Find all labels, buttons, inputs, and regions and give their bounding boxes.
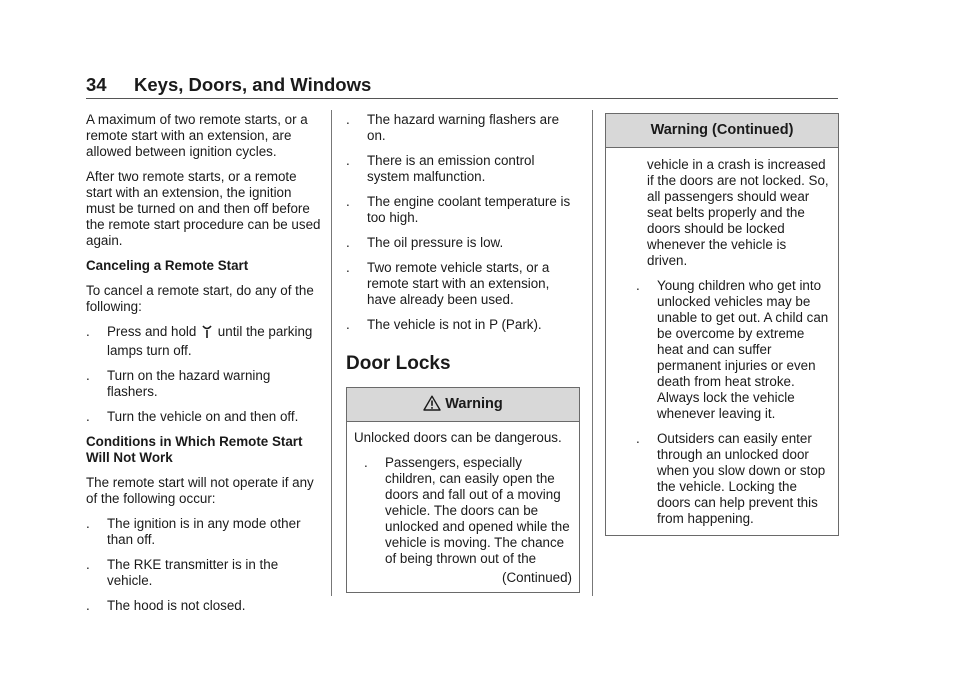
warning-continued-box xyxy=(605,113,839,536)
list-item-text: Passengers, especially children, can easily open the doors and fall out of a moving vehicle. The doors can be unlocked and opened while the vehicle is moving. The chance of being thrown out of the xyxy=(385,455,570,566)
bullet-marker: . xyxy=(346,194,350,209)
list-item-text: Press and hold xyxy=(107,324,197,339)
list-item-text: Turn on the hazard warning flashers. xyxy=(107,368,271,399)
list-item-text: The oil pressure is low. xyxy=(367,235,504,250)
list-item-text: The hazard warning flashers are on. xyxy=(367,112,560,143)
remote-start-icon xyxy=(202,325,212,343)
list-item xyxy=(624,431,830,527)
bullet-list xyxy=(86,516,322,614)
paragraph: After two remote starts, or a remote start with an extension, the ignition must be turned on and then off before the remote start procedure can be used again. xyxy=(86,169,321,248)
bullet-marker: . xyxy=(364,455,368,470)
warning-body xyxy=(347,422,579,592)
warning-box xyxy=(346,387,580,593)
bullet-marker: . xyxy=(346,112,350,127)
subheading: Conditions in Which Remote Start Will Not Work xyxy=(86,434,303,465)
warning-body xyxy=(606,148,838,535)
warning-header: Warning (Continued) xyxy=(606,114,838,148)
column-middle xyxy=(346,112,580,593)
list-item xyxy=(86,409,322,425)
list-item xyxy=(86,598,322,614)
bullet-list xyxy=(614,278,830,527)
bullet-marker: . xyxy=(86,598,90,613)
paragraph: The remote start will not operate if any of the following occur: xyxy=(86,475,314,506)
warning-text: Unlocked doors can be dangerous. xyxy=(354,430,562,445)
page-header xyxy=(86,70,838,99)
list-item-text: Young children who get into unlocked vehicles may be unable to get out. A child can be overcome by extreme heat and can suffer permanent injuries or even death from heat stroke. Always lock the vehicle whenever leaving it. xyxy=(657,278,829,421)
list-item xyxy=(86,324,322,359)
column-divider xyxy=(331,110,332,596)
bullet-marker: . xyxy=(346,317,350,332)
warning-header xyxy=(347,388,579,422)
bullet-marker: . xyxy=(346,260,350,275)
bullet-list xyxy=(346,112,580,333)
column-divider xyxy=(592,110,593,596)
list-item-text: Turn the vehicle on and then off. xyxy=(107,409,299,424)
bullet-marker: . xyxy=(86,516,90,531)
bullet-marker: . xyxy=(346,235,350,250)
list-item-text: There is an emission control system malfunction. xyxy=(367,153,535,184)
warning-icon xyxy=(423,391,441,424)
bullet-marker: . xyxy=(346,153,350,168)
list-item xyxy=(86,368,322,400)
list-item-text: The vehicle is not in P (Park). xyxy=(367,317,542,332)
list-item xyxy=(346,260,580,308)
column-left xyxy=(86,112,322,623)
list-item xyxy=(86,516,322,548)
page-number: 34 xyxy=(86,74,107,95)
list-item xyxy=(364,455,572,567)
list-item-text: until the parking lamps turn off. xyxy=(107,324,313,358)
bullet-list xyxy=(354,455,572,567)
bullet-marker: . xyxy=(86,409,90,424)
bullet-marker: . xyxy=(86,324,90,339)
list-item-text: Two remote vehicle starts, or a remote start with an extension, have already been used. xyxy=(367,260,550,307)
list-item-text: The engine coolant temperature is too high. xyxy=(367,194,571,225)
list-item xyxy=(346,194,580,226)
list-item-text: Outsiders can easily enter through an unlocked door when you slow down or stop the vehicle. Locking the doors can help prevent this from happening. xyxy=(657,431,826,526)
list-item xyxy=(86,557,322,589)
list-item xyxy=(624,278,830,422)
list-item xyxy=(346,317,580,333)
list-item xyxy=(346,153,580,185)
paragraph: To cancel a remote start, do any of the following: xyxy=(86,283,314,314)
list-item xyxy=(346,235,580,251)
bullet-marker: . xyxy=(86,368,90,383)
list-item-text: The hood is not closed. xyxy=(107,598,246,613)
warning-text: vehicle in a crash is increased if the doors are not locked. So, all passengers should wear seat belts properly and the doors should be locked whenever the vehicle is driven. xyxy=(647,157,829,268)
paragraph: A maximum of two remote starts, or a remote start with an extension, are allowed between ignition cycles. xyxy=(86,112,308,159)
section-heading: Door Locks xyxy=(346,353,451,374)
list-item xyxy=(346,112,580,144)
page-title: Keys, Doors, and Windows xyxy=(134,74,372,95)
continued-label: (Continued) xyxy=(502,570,572,585)
bullet-marker: . xyxy=(636,278,640,293)
warning-title: Warning xyxy=(445,396,503,412)
bullet-marker: . xyxy=(86,557,90,572)
subheading: Canceling a Remote Start xyxy=(86,258,249,273)
list-item-text: The ignition is in any mode other than off. xyxy=(107,516,301,547)
list-item-text: The RKE transmitter is in the vehicle. xyxy=(107,557,279,588)
bullet-list xyxy=(86,324,322,425)
bullet-marker: . xyxy=(636,431,640,446)
